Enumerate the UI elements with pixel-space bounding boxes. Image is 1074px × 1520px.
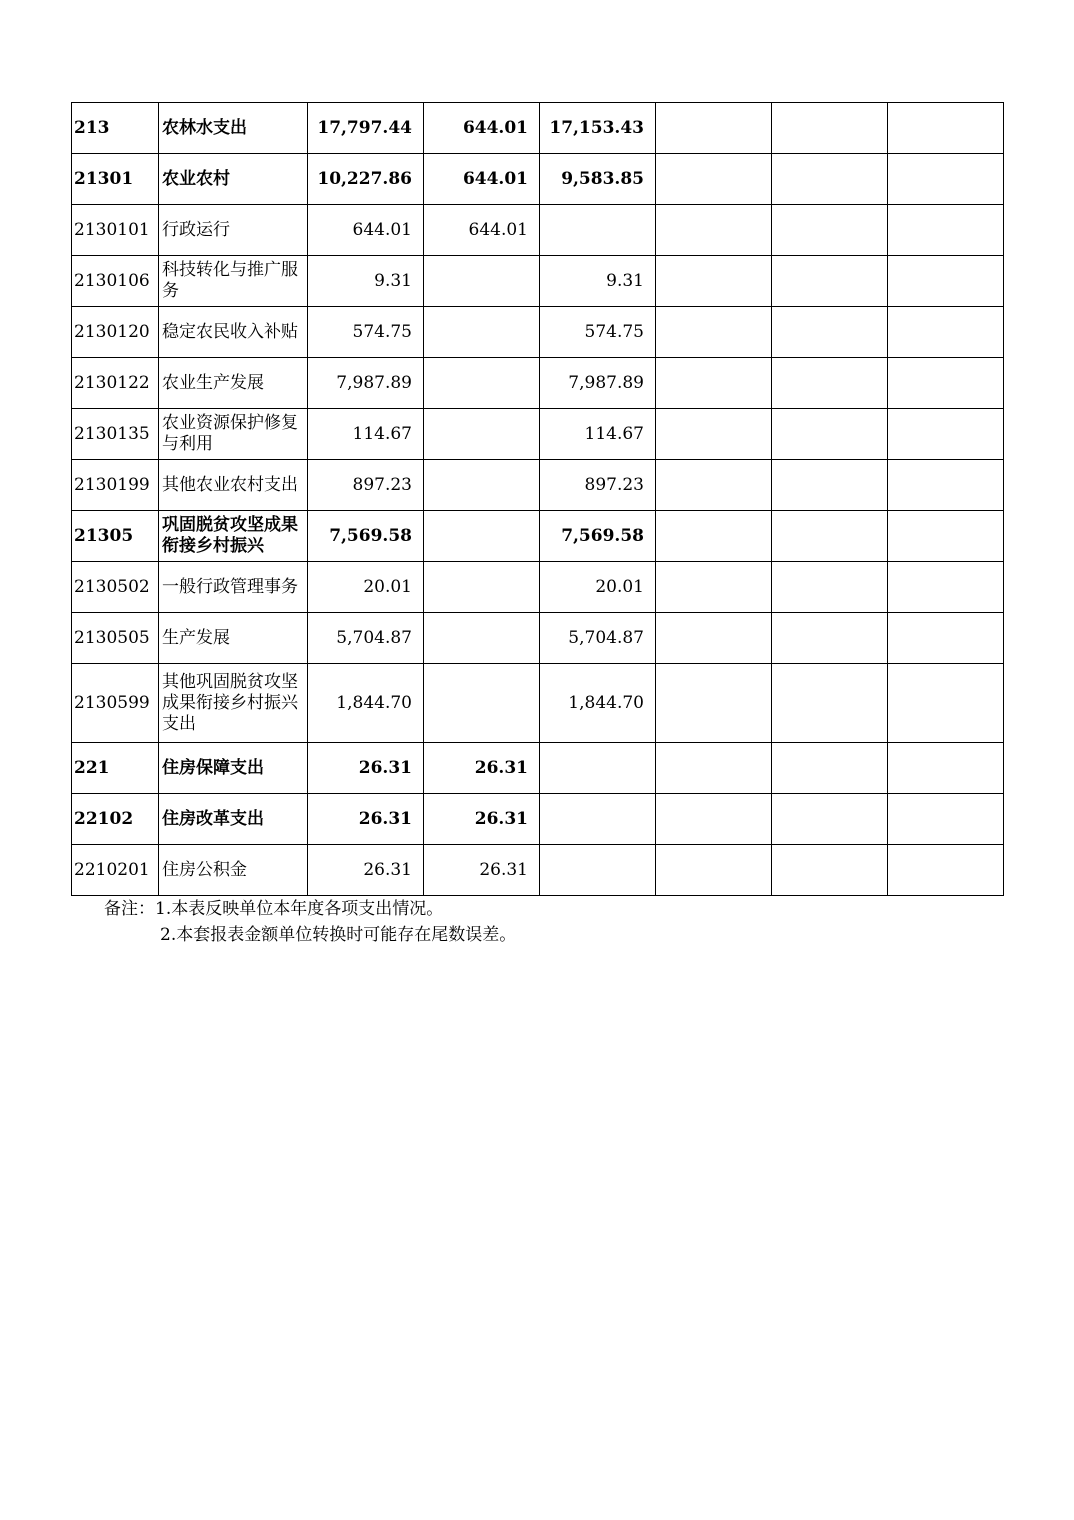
row-col8 bbox=[888, 613, 1004, 664]
row-name: 稳定农民收入补贴 bbox=[159, 307, 308, 358]
row-col6 bbox=[656, 743, 772, 794]
row-total: 574.75 bbox=[308, 307, 424, 358]
row-basic bbox=[424, 460, 540, 511]
table-row bbox=[72, 256, 1004, 307]
row-total: 10,227.86 bbox=[308, 154, 424, 205]
row-basic: 26.31 bbox=[424, 845, 540, 896]
row-col6 bbox=[656, 205, 772, 256]
row-basic: 26.31 bbox=[424, 794, 540, 845]
row-col7 bbox=[772, 103, 888, 154]
row-name: 农业农村 bbox=[159, 154, 308, 205]
row-basic: 644.01 bbox=[424, 205, 540, 256]
row-col8 bbox=[888, 358, 1004, 409]
row-col8 bbox=[888, 460, 1004, 511]
row-name: 农业生产发展 bbox=[159, 358, 308, 409]
row-name: 其他巩固脱贫攻坚成果衔接乡村振兴支出 bbox=[159, 664, 308, 743]
row-basic: 644.01 bbox=[424, 103, 540, 154]
row-project bbox=[540, 205, 656, 256]
row-code: 2130135 bbox=[72, 409, 159, 460]
table-row bbox=[72, 460, 1004, 511]
row-col8 bbox=[888, 103, 1004, 154]
row-col8 bbox=[888, 154, 1004, 205]
table-row bbox=[72, 511, 1004, 562]
row-name: 一般行政管理事务 bbox=[159, 562, 308, 613]
row-col7 bbox=[772, 358, 888, 409]
row-col7 bbox=[772, 460, 888, 511]
table-row bbox=[72, 205, 1004, 256]
row-project: 5,704.87 bbox=[540, 613, 656, 664]
row-col7 bbox=[772, 256, 888, 307]
row-col7 bbox=[772, 794, 888, 845]
row-total: 26.31 bbox=[308, 845, 424, 896]
row-name: 住房公积金 bbox=[159, 845, 308, 896]
row-total: 26.31 bbox=[308, 743, 424, 794]
note-line-1: 备注：1.本表反映单位本年度各项支出情况。 bbox=[104, 899, 444, 919]
row-col8 bbox=[888, 409, 1004, 460]
row-name: 住房改革支出 bbox=[159, 794, 308, 845]
row-code: 2130505 bbox=[72, 613, 159, 664]
row-total: 897.23 bbox=[308, 460, 424, 511]
expenditure-table bbox=[71, 102, 1004, 896]
table-row bbox=[72, 613, 1004, 664]
row-col7 bbox=[772, 511, 888, 562]
row-code: 221 bbox=[72, 743, 159, 794]
row-name: 巩固脱贫攻坚成果衔接乡村振兴 bbox=[159, 511, 308, 562]
row-basic bbox=[424, 358, 540, 409]
row-basic bbox=[424, 562, 540, 613]
row-col6 bbox=[656, 358, 772, 409]
table-row bbox=[72, 103, 1004, 154]
table-row bbox=[72, 794, 1004, 845]
row-name: 其他农业农村支出 bbox=[159, 460, 308, 511]
row-col7 bbox=[772, 409, 888, 460]
row-basic: 644.01 bbox=[424, 154, 540, 205]
row-col7 bbox=[772, 205, 888, 256]
row-code: 2130120 bbox=[72, 307, 159, 358]
row-name: 生产发展 bbox=[159, 613, 308, 664]
row-project bbox=[540, 743, 656, 794]
row-name: 行政运行 bbox=[159, 205, 308, 256]
row-col7 bbox=[772, 845, 888, 896]
row-col7 bbox=[772, 664, 888, 743]
row-basic bbox=[424, 307, 540, 358]
table-row bbox=[72, 154, 1004, 205]
note-line-2: 2.本套报表金额单位转换时可能存在尾数误差。 bbox=[160, 925, 517, 945]
table-row bbox=[72, 358, 1004, 409]
row-basic bbox=[424, 613, 540, 664]
row-col6 bbox=[656, 845, 772, 896]
row-project bbox=[540, 794, 656, 845]
table-row bbox=[72, 845, 1004, 896]
table-row bbox=[72, 743, 1004, 794]
row-code: 2130199 bbox=[72, 460, 159, 511]
row-col7 bbox=[772, 154, 888, 205]
row-total: 20.01 bbox=[308, 562, 424, 613]
row-code: 21301 bbox=[72, 154, 159, 205]
row-col8 bbox=[888, 511, 1004, 562]
row-col8 bbox=[888, 664, 1004, 743]
row-name: 科技转化与推广服务 bbox=[159, 256, 308, 307]
row-code: 2210201 bbox=[72, 845, 159, 896]
row-total: 26.31 bbox=[308, 794, 424, 845]
row-col7 bbox=[772, 613, 888, 664]
row-name: 农林水支出 bbox=[159, 103, 308, 154]
row-code: 2130599 bbox=[72, 664, 159, 743]
row-code: 2130101 bbox=[72, 205, 159, 256]
row-project: 7,569.58 bbox=[540, 511, 656, 562]
row-code: 2130106 bbox=[72, 256, 159, 307]
table-row bbox=[72, 664, 1004, 743]
row-total: 1,844.70 bbox=[308, 664, 424, 743]
row-col6 bbox=[656, 256, 772, 307]
row-total: 5,704.87 bbox=[308, 613, 424, 664]
row-col8 bbox=[888, 794, 1004, 845]
row-code: 2130502 bbox=[72, 562, 159, 613]
table-row bbox=[72, 307, 1004, 358]
row-col6 bbox=[656, 409, 772, 460]
row-total: 644.01 bbox=[308, 205, 424, 256]
row-col6 bbox=[656, 154, 772, 205]
row-basic bbox=[424, 511, 540, 562]
row-basic bbox=[424, 256, 540, 307]
row-col8 bbox=[888, 743, 1004, 794]
row-total: 7,569.58 bbox=[308, 511, 424, 562]
row-col6 bbox=[656, 511, 772, 562]
row-col8 bbox=[888, 256, 1004, 307]
row-col6 bbox=[656, 460, 772, 511]
row-project: 17,153.43 bbox=[540, 103, 656, 154]
row-name: 农业资源保护修复与利用 bbox=[159, 409, 308, 460]
row-total: 7,987.89 bbox=[308, 358, 424, 409]
row-basic bbox=[424, 664, 540, 743]
row-project: 574.75 bbox=[540, 307, 656, 358]
row-col6 bbox=[656, 613, 772, 664]
row-col7 bbox=[772, 562, 888, 613]
row-total: 114.67 bbox=[308, 409, 424, 460]
row-project: 1,844.70 bbox=[540, 664, 656, 743]
row-col6 bbox=[656, 794, 772, 845]
row-project: 9,583.85 bbox=[540, 154, 656, 205]
row-code: 2130122 bbox=[72, 358, 159, 409]
row-project: 9.31 bbox=[540, 256, 656, 307]
row-col8 bbox=[888, 205, 1004, 256]
row-project: 897.23 bbox=[540, 460, 656, 511]
row-col8 bbox=[888, 562, 1004, 613]
row-col6 bbox=[656, 307, 772, 358]
row-col7 bbox=[772, 307, 888, 358]
row-project: 7,987.89 bbox=[540, 358, 656, 409]
row-col8 bbox=[888, 845, 1004, 896]
row-project: 20.01 bbox=[540, 562, 656, 613]
table-notes bbox=[104, 896, 516, 948]
row-basic bbox=[424, 409, 540, 460]
row-project: 114.67 bbox=[540, 409, 656, 460]
table-row bbox=[72, 409, 1004, 460]
row-col6 bbox=[656, 562, 772, 613]
row-col8 bbox=[888, 307, 1004, 358]
row-col7 bbox=[772, 743, 888, 794]
row-col6 bbox=[656, 103, 772, 154]
row-code: 21305 bbox=[72, 511, 159, 562]
row-name: 住房保障支出 bbox=[159, 743, 308, 794]
row-code: 22102 bbox=[72, 794, 159, 845]
row-project bbox=[540, 845, 656, 896]
row-col6 bbox=[656, 664, 772, 743]
row-total: 9.31 bbox=[308, 256, 424, 307]
row-total: 17,797.44 bbox=[308, 103, 424, 154]
row-code: 213 bbox=[72, 103, 159, 154]
row-basic: 26.31 bbox=[424, 743, 540, 794]
table-row bbox=[72, 562, 1004, 613]
